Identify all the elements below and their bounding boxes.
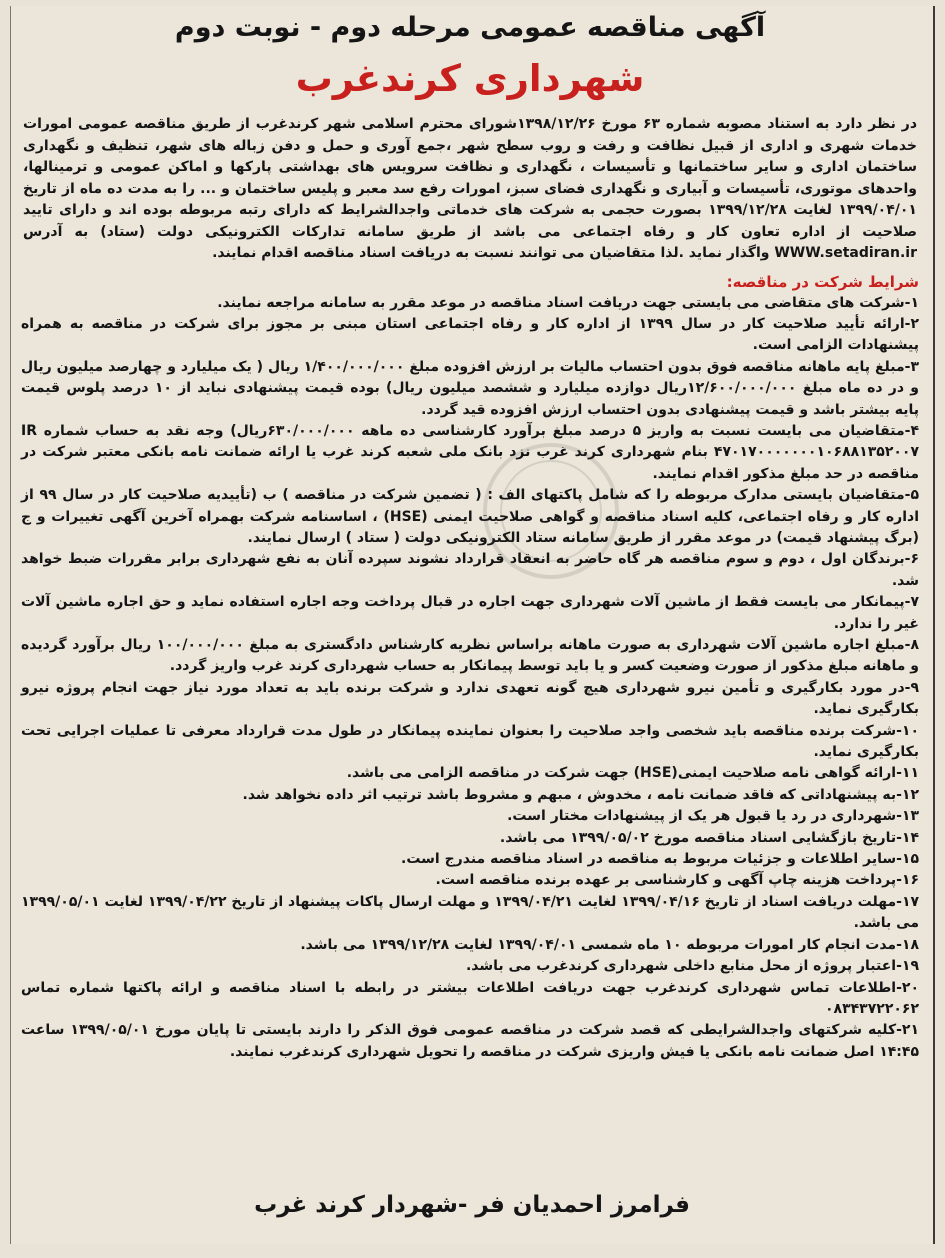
condition-item: ۷-پیمانکار می بایست فقط از ماشین آلات شهرداری جهت اجاره در قبال پرداخت وجه اجاره استفاده نماید و حق اجاره ماشین آلات غیر را ندارد. [21,594,919,632]
condition-item: ۱۷-مهلت دریافت اسناد از تاریخ ۱۳۹۹/۰۴/۱۶ لغایت ۱۳۹۹/۰۴/۲۱ و مهلت ارسال پاکات پیشنهاد از تاریخ ۱۳۹۹/۰۴/۲۲ لغایت ۱۳۹۹/۰۵/۰۱ می باشد. [21,893,920,932]
condition-item: ۲۱-کلیه شرکتهای واجدالشرایطی که قصد شرکت در مناقصه عمومی فوق الذکر را دارند بایستی تا پایان مورخ ۱۳۹۹/۰۵/۰۱ ساعت ۱۴:۴۵ اصل ضمانت نامه بانکی یا فیش واریزی شرکت در مناقصه را تحویل شهرداری کرندغرب نمایند. [21,1022,919,1060]
condition-item: ۱۱-ارائه گواهی نامه صلاحیت ایمنی(HSE) جهت شرکت در مناقصه الزامی می باشد. [346,765,919,782]
organization-name: شهرداری کرندغرب [295,57,645,100]
conditions-list [19,293,921,1064]
condition-item: ۲۰-اطلاعات تماس شهرداری کرندغرب جهت دریافت اطلاعات بیشتر در رابطه با اسناد مناقصه و ارائه پاکتها شماره تماس ۰۸۳۴۳۷۲۲۰۶۲ [21,979,919,1017]
intro-paragraph: در نظر دارد به استناد مصوبه شماره ۶۳ مورخ ۱۳۹۸/۱۲/۲۶شورای محترم اسلامی شهر کرندغرب از طریق مناقصه عمومی امورات خدمات شهری و اداری از قبیل نظافت و رفت و روب سطح شهر ،جمع آوری و حمل و دفن زباله های شهر، تنظیف و نگهداری ساختمان اداری و سایر ساختمانها و تأسیسات ، نگهداری و نظافت سرویس های بهداشتی پارکها و اماکن عمومی و ترمینالها، واحدهای موتوری، تأسیسات و آبیاری و نگهداری فضای سبز، امورات رفع سد معبر و پلیس ساختمان و ... را به مدت ده ماه از تاریخ ۱۳۹۹/۰۴/۰۱ لغایت ۱۳۹۹/۱۲/۲۸ بصورت حجمی به شرکت های خدماتی واجدالشرایط که دارای رتبه مربوطه بوده اند و دارای تایید صلاحیت از اداره تعاون کار و رفاه اجتماعی می باشد از طریق سامانه تدارکات الکترونیکی دولت (ستاد) به آدرس WWW.setadiran.ir واگذار نماید .لذا متقاضیان می توانند نسبت به دریافت اسناد مناقصه اقدام نمایند. [23,116,917,261]
condition-item: ۱۸-مدت انجام کار امورات مربوطه ۱۰ ماه شمسی ۱۳۹۹/۰۴/۰۱ لغایت ۱۳۹۹/۱۲/۲۸ می باشد. [300,936,919,953]
conditions-header: شرایط شرکت در مناقصه: [726,272,919,291]
condition-item: ۳-مبلغ پایه ماهانه مناقصه فوق بدون احتساب مالیات بر ارزش افزوده مبلغ ۱/۴۰۰/۰۰۰/۰۰۰ ریال ( یک میلیارد و چهارصد میلیون ریال و در ده ماه مبلغ ۱۲/۶۰۰/۰۰۰/۰۰۰ریال دوازده میلیارد و ششصد میلیون ریال) بوده قیمت پیشنهادی نباید از ۱۰ درصد پلوس قیمت پایه بیشتر باشد و قیمت پیشنهادی بدون احتساب ارزش افزوده قید گردد. [21,358,920,418]
condition-item: ۸-مبلغ اجاره ماشین آلات شهرداری به صورت ماهانه براساس نظریه کارشناس دادگستری به مبلغ ۱۰۰/۰۰۰/۰۰۰ ریال برآورد گردیده و ماهانه مبلغ مذکور از صورت وضعیت کسر و یا باید توسط پیمانکار به حساب شهرداری کرند غرب واریز گردد. [21,637,919,675]
condition-item: ۱۵-سایر اطلاعات و جزئیات مربوط به مناقصه در اسناد مناقصه مندرج است. [401,851,919,868]
condition-item: ۱۳-شهرداری در رد یا قبول هر یک از پیشنهادات مختار است. [507,808,919,825]
newspaper-notice [10,6,935,1244]
condition-item: ۱۹-اعتبار پروژه از محل منابع داخلی شهرداری کرندغرب می باشد. [465,958,919,975]
condition-item: ۱۰-شرکت برنده مناقصه باید شخصی واجد صلاحیت را بعنوان نماینده پیمانکار در طول مدت قرارداد معرفی تا عملیات اجرایی تحت بکارگیری نماید. [21,722,919,761]
condition-item: ۱-شرکت های متقاضی می بایستی جهت دریافت اسناد مناقصه در موعد مقرر به سامانه مراجعه نمایند. [217,294,919,311]
condition-item: ۶-برندگان اول ، دوم و سوم مناقصه هر گاه حاضر به انعقاد قرارداد نشوند سپرده آنان به نفع شهرداری برابر مقررات ضبط خواهد شد. [21,551,919,589]
notice-title: آگهی مناقصه عمومی مرحله دوم - نوبت دوم [174,12,766,43]
condition-item: ۲-ارائه تأیید صلاحیت کار در سال ۱۳۹۹ از اداره کار و رفاه اجتماعی استان مبنی بر مجوز برای شرکت در مناقصه به همراه پیشنهادات الزامی است. [21,315,919,354]
signature-line: فرامرز احمدیان فر -شهردار کرند غرب [254,1192,690,1218]
condition-item: ۱۶-پرداخت هزینه چاپ آگهی و کارشناسی بر عهده برنده مناقصه است. [435,872,919,889]
condition-item: ۹-در مورد بکارگیری و تأمین نیرو شهرداری هیچ گونه تعهدی ندارد و شرکت برنده باید به تعداد مورد نیاز جهت انجام پروژه نیرو بکارگیری نماید. [21,679,919,718]
condition-item: ۱۴-تاریخ بازگشایی اسناد مناقصه مورخ ۱۳۹۹/۰۵/۰۲ می باشد. [499,829,919,846]
condition-item: ۱۲-به پیشنهاداتی که فاقد ضمانت نامه ، مخدوش ، مبهم و مشروط باشد ترتیب اثر داده نخواهد شد. [242,786,919,803]
condition-item: ۵-متقاضیان بایستی مدارک مربوطه را که شامل پاکتهای الف : ( تضمین شرکت در مناقصه ) ب (تأییدیه صلاحیت کار در سال ۹۹ از اداره کار و رفاه اجتماعی، کلیه اسناد مناقصه و گواهی صلاحیت ایمنی (HSE) ، اساسنامه شرکت بهمراه آخرین آگهی تغییرات و ج (برگ پیشنهاد قیمت) در موعد مقرر از طریق سامانه ستاد الکترونیکی دولت ( ستاد ) ارسال نمایند. [21,487,920,546]
condition-item: ۴-متقاضیان می بایست نسبت به واریز ۵ درصد مبلغ برآورد کارشناسی ده ماهه ۶۳۰/۰۰۰/۰۰۰ریال) وجه نقد به حساب شماره IR ۴۷۰۱۷۰۰۰۰۰۰۰۱۰۶۸۸۱۳۵۲۰۰۷ بنام شهرداری کرند غرب نزد بانک ملی شعبه کرند غرب یا ارائه ضمانت نامه بانکی معتبر شرکت در مناقصه در حد مبلغ مذکور اقدام نمایند. [21,422,919,482]
